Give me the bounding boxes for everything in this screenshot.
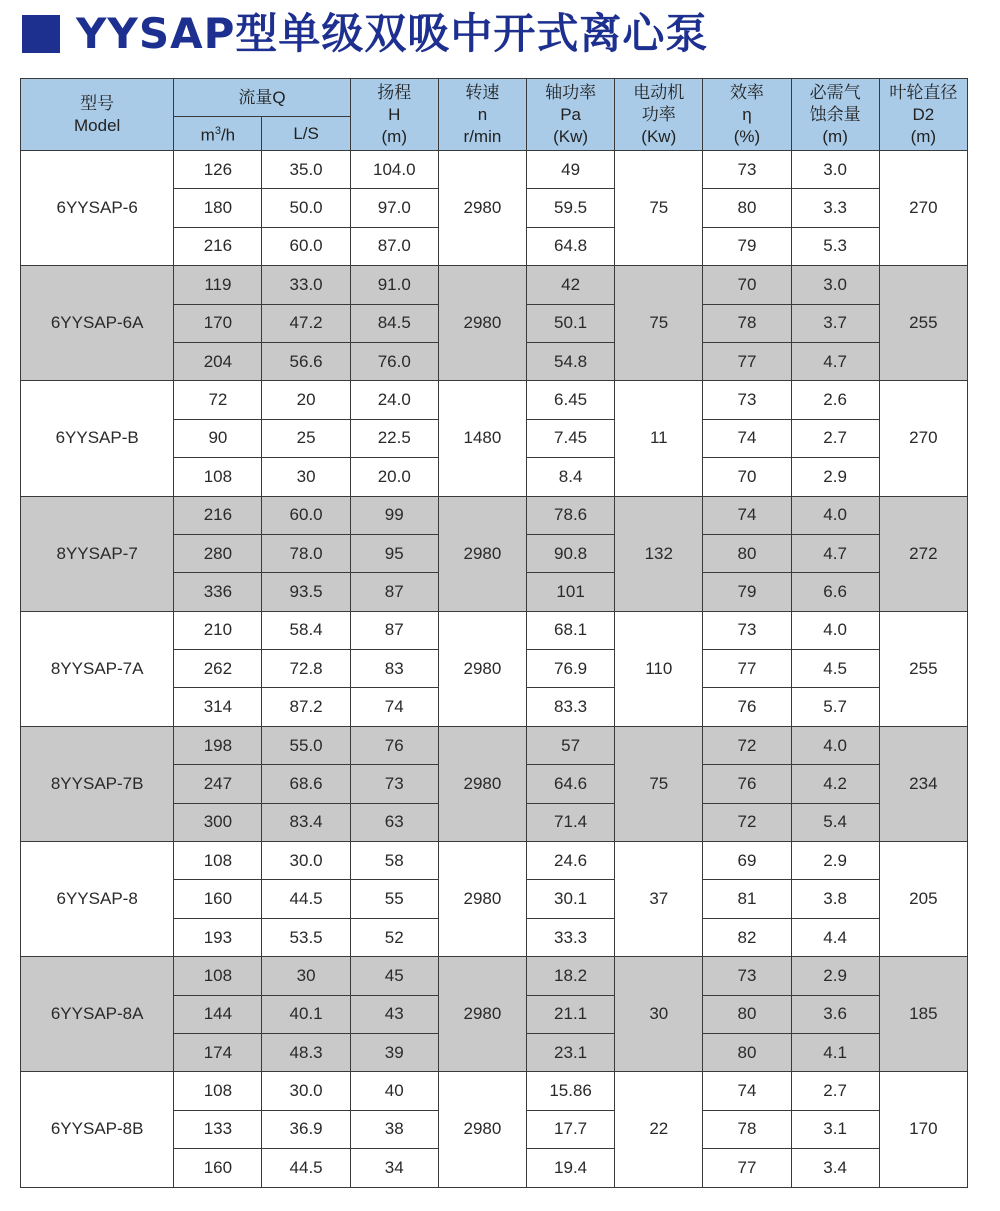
cell-flow-m3h: 72 — [174, 381, 262, 419]
cell-npsh: 2.9 — [791, 842, 879, 880]
cell-flow-m3h: 300 — [174, 803, 262, 841]
cell-npsh: 3.3 — [791, 189, 879, 227]
cell-head: 76 — [350, 726, 438, 764]
cell-flow-ls: 44.5 — [262, 880, 350, 918]
cell-head: 95 — [350, 534, 438, 572]
cell-flow-m3h: 144 — [174, 995, 262, 1033]
cell-flow-ls: 25 — [262, 419, 350, 457]
cell-efficiency: 69 — [703, 842, 791, 880]
page-title-bar — [22, 8, 708, 60]
cell-speed: 2980 — [438, 1072, 526, 1187]
cell-flow-m3h: 198 — [174, 726, 262, 764]
cell-motor-power: 37 — [615, 842, 703, 957]
cell-model: 8YYSAP-7A — [21, 611, 174, 726]
cell-speed: 2980 — [438, 151, 526, 266]
cell-npsh: 3.7 — [791, 304, 879, 342]
cell-shaft-power: 83.3 — [527, 688, 615, 726]
cell-head: 34 — [350, 1149, 438, 1187]
cell-speed: 2980 — [438, 842, 526, 957]
cell-motor-power: 75 — [615, 266, 703, 381]
cell-flow-ls: 50.0 — [262, 189, 350, 227]
cell-shaft-power: 64.8 — [527, 227, 615, 265]
cell-flow-ls: 58.4 — [262, 611, 350, 649]
cell-model: 6YYSAP-6 — [21, 151, 174, 266]
cell-flow-m3h: 280 — [174, 534, 262, 572]
cell-npsh: 3.8 — [791, 880, 879, 918]
cell-flow-m3h: 126 — [174, 151, 262, 189]
cell-head: 43 — [350, 995, 438, 1033]
table-row — [21, 151, 968, 189]
cell-speed: 2980 — [438, 266, 526, 381]
cell-efficiency: 70 — [703, 266, 791, 304]
cell-motor-power: 110 — [615, 611, 703, 726]
cell-npsh: 4.2 — [791, 765, 879, 803]
header-motor-power: 电动机 功率 (Kw) — [615, 79, 703, 151]
cell-efficiency: 80 — [703, 995, 791, 1033]
pump-spec-table — [20, 78, 968, 1188]
cell-efficiency: 82 — [703, 918, 791, 956]
cell-speed: 2980 — [438, 726, 526, 841]
cell-flow-m3h: 216 — [174, 496, 262, 534]
cell-flow-m3h: 170 — [174, 304, 262, 342]
cell-efficiency: 70 — [703, 458, 791, 496]
cell-efficiency: 73 — [703, 151, 791, 189]
cell-npsh: 4.7 — [791, 342, 879, 380]
cell-impeller: 205 — [879, 842, 967, 957]
cell-npsh: 2.7 — [791, 419, 879, 457]
cell-efficiency: 79 — [703, 573, 791, 611]
cell-npsh: 4.0 — [791, 726, 879, 764]
cell-shaft-power: 59.5 — [527, 189, 615, 227]
cell-efficiency: 76 — [703, 765, 791, 803]
cell-model: 6YYSAP-6A — [21, 266, 174, 381]
cell-flow-ls: 68.6 — [262, 765, 350, 803]
cell-head: 76.0 — [350, 342, 438, 380]
cell-efficiency: 73 — [703, 957, 791, 995]
cell-head: 58 — [350, 842, 438, 880]
cell-flow-ls: 30 — [262, 957, 350, 995]
cell-flow-ls: 36.9 — [262, 1110, 350, 1148]
cell-efficiency: 78 — [703, 304, 791, 342]
cell-flow-m3h: 174 — [174, 1033, 262, 1071]
cell-impeller: 270 — [879, 151, 967, 266]
table-row — [21, 496, 968, 534]
cell-npsh: 4.4 — [791, 918, 879, 956]
cell-head: 22.5 — [350, 419, 438, 457]
cell-efficiency: 72 — [703, 726, 791, 764]
cell-efficiency: 77 — [703, 342, 791, 380]
cell-efficiency: 73 — [703, 611, 791, 649]
cell-head: 99 — [350, 496, 438, 534]
cell-head: 87 — [350, 573, 438, 611]
cell-efficiency: 77 — [703, 650, 791, 688]
table-row — [21, 1072, 968, 1110]
cell-impeller: 234 — [879, 726, 967, 841]
cell-impeller: 170 — [879, 1072, 967, 1187]
cell-efficiency: 80 — [703, 534, 791, 572]
cell-shaft-power: 78.6 — [527, 496, 615, 534]
cell-shaft-power: 68.1 — [527, 611, 615, 649]
cell-shaft-power: 8.4 — [527, 458, 615, 496]
cell-shaft-power: 6.45 — [527, 381, 615, 419]
cell-efficiency: 74 — [703, 496, 791, 534]
cell-shaft-power: 15.86 — [527, 1072, 615, 1110]
cell-shaft-power: 76.9 — [527, 650, 615, 688]
cell-shaft-power: 23.1 — [527, 1033, 615, 1071]
cell-npsh: 4.5 — [791, 650, 879, 688]
cell-impeller: 272 — [879, 496, 967, 611]
cell-shaft-power: 19.4 — [527, 1149, 615, 1187]
cell-shaft-power: 49 — [527, 151, 615, 189]
cell-flow-m3h: 216 — [174, 227, 262, 265]
cell-motor-power: 30 — [615, 957, 703, 1072]
header-efficiency: 效率 η (%) — [703, 79, 791, 151]
cell-efficiency: 72 — [703, 803, 791, 841]
table-row — [21, 957, 968, 995]
cell-shaft-power: 33.3 — [527, 918, 615, 956]
cell-flow-m3h: 314 — [174, 688, 262, 726]
cell-shaft-power: 42 — [527, 266, 615, 304]
cell-efficiency: 77 — [703, 1149, 791, 1187]
cell-shaft-power: 54.8 — [527, 342, 615, 380]
cell-npsh: 2.6 — [791, 381, 879, 419]
cell-motor-power: 132 — [615, 496, 703, 611]
cell-flow-m3h: 119 — [174, 266, 262, 304]
cell-shaft-power: 71.4 — [527, 803, 615, 841]
cell-head: 104.0 — [350, 151, 438, 189]
header-model-cn: 型号 — [80, 93, 115, 113]
cell-efficiency: 74 — [703, 419, 791, 457]
title-square-icon — [22, 15, 60, 53]
table-header — [21, 79, 968, 151]
cell-flow-m3h: 108 — [174, 458, 262, 496]
cell-npsh: 2.9 — [791, 957, 879, 995]
cell-impeller: 255 — [879, 266, 967, 381]
cell-npsh: 3.6 — [791, 995, 879, 1033]
cell-npsh: 3.4 — [791, 1149, 879, 1187]
cell-head: 55 — [350, 880, 438, 918]
cell-npsh: 5.7 — [791, 688, 879, 726]
cell-flow-ls: 55.0 — [262, 726, 350, 764]
cell-head: 63 — [350, 803, 438, 841]
cell-flow-m3h: 108 — [174, 1072, 262, 1110]
cell-motor-power: 11 — [615, 381, 703, 496]
cell-flow-m3h: 133 — [174, 1110, 262, 1148]
cell-impeller: 270 — [879, 381, 967, 496]
cell-flow-m3h: 193 — [174, 918, 262, 956]
cell-speed: 1480 — [438, 381, 526, 496]
cell-shaft-power: 17.7 — [527, 1110, 615, 1148]
header-speed: 转速 n r/min — [438, 79, 526, 151]
cell-flow-m3h: 204 — [174, 342, 262, 380]
cell-speed: 2980 — [438, 957, 526, 1072]
cell-flow-ls: 47.2 — [262, 304, 350, 342]
table-row — [21, 726, 968, 764]
cell-npsh: 4.0 — [791, 611, 879, 649]
table-row — [21, 611, 968, 649]
cell-motor-power: 22 — [615, 1072, 703, 1187]
cell-flow-ls: 44.5 — [262, 1149, 350, 1187]
cell-shaft-power: 30.1 — [527, 880, 615, 918]
cell-head: 97.0 — [350, 189, 438, 227]
cell-model: 6YYSAP-B — [21, 381, 174, 496]
cell-npsh: 2.7 — [791, 1072, 879, 1110]
cell-flow-m3h: 262 — [174, 650, 262, 688]
cell-npsh: 5.4 — [791, 803, 879, 841]
header-flow: 流量Q — [174, 79, 350, 117]
header-flow-ls: L/S — [262, 117, 350, 151]
cell-head: 91.0 — [350, 266, 438, 304]
cell-flow-ls: 30 — [262, 458, 350, 496]
cell-efficiency: 80 — [703, 189, 791, 227]
cell-flow-m3h: 336 — [174, 573, 262, 611]
cell-flow-ls: 56.6 — [262, 342, 350, 380]
cell-impeller: 255 — [879, 611, 967, 726]
cell-model: 6YYSAP-8B — [21, 1072, 174, 1187]
cell-efficiency: 74 — [703, 1072, 791, 1110]
header-head: 扬程 H (m) — [350, 79, 438, 151]
header-shaft-power: 轴功率 Pa (Kw) — [527, 79, 615, 151]
cell-npsh: 4.1 — [791, 1033, 879, 1071]
cell-efficiency: 81 — [703, 880, 791, 918]
cell-model: 8YYSAP-7B — [21, 726, 174, 841]
cell-shaft-power: 7.45 — [527, 419, 615, 457]
cell-head: 38 — [350, 1110, 438, 1148]
cell-impeller: 185 — [879, 957, 967, 1072]
cell-flow-m3h: 160 — [174, 1149, 262, 1187]
cell-shaft-power: 18.2 — [527, 957, 615, 995]
cell-flow-ls: 83.4 — [262, 803, 350, 841]
cell-flow-ls: 60.0 — [262, 496, 350, 534]
cell-efficiency: 78 — [703, 1110, 791, 1148]
cell-flow-m3h: 210 — [174, 611, 262, 649]
header-impeller: 叶轮直径 D2 (m) — [879, 79, 967, 151]
page-title: YYSAP型单级双吸中开式离心泵 — [76, 9, 709, 58]
cell-flow-m3h: 160 — [174, 880, 262, 918]
cell-speed: 2980 — [438, 496, 526, 611]
cell-npsh: 2.9 — [791, 458, 879, 496]
cell-flow-ls: 72.8 — [262, 650, 350, 688]
cell-shaft-power: 50.1 — [527, 304, 615, 342]
cell-flow-ls: 60.0 — [262, 227, 350, 265]
cell-flow-ls: 78.0 — [262, 534, 350, 572]
cell-model: 6YYSAP-8 — [21, 842, 174, 957]
cell-motor-power: 75 — [615, 151, 703, 266]
cell-npsh: 5.3 — [791, 227, 879, 265]
cell-flow-ls: 33.0 — [262, 266, 350, 304]
cell-flow-ls: 30.0 — [262, 842, 350, 880]
cell-head: 40 — [350, 1072, 438, 1110]
cell-shaft-power: 101 — [527, 573, 615, 611]
table-row — [21, 381, 968, 419]
cell-head: 87.0 — [350, 227, 438, 265]
cell-head: 45 — [350, 957, 438, 995]
cell-efficiency: 76 — [703, 688, 791, 726]
cell-flow-ls: 53.5 — [262, 918, 350, 956]
cell-efficiency: 79 — [703, 227, 791, 265]
cell-npsh: 3.1 — [791, 1110, 879, 1148]
cell-head: 39 — [350, 1033, 438, 1071]
cell-shaft-power: 90.8 — [527, 534, 615, 572]
cell-flow-ls: 87.2 — [262, 688, 350, 726]
cell-efficiency: 80 — [703, 1033, 791, 1071]
header-model-en: Model — [74, 115, 121, 135]
cell-flow-ls: 40.1 — [262, 995, 350, 1033]
table-row — [21, 842, 968, 880]
cell-npsh: 3.0 — [791, 151, 879, 189]
cell-flow-ls: 93.5 — [262, 573, 350, 611]
table-row — [21, 266, 968, 304]
cell-head: 20.0 — [350, 458, 438, 496]
cell-flow-m3h: 90 — [174, 419, 262, 457]
cell-npsh: 4.7 — [791, 534, 879, 572]
header-flow-m3h: $m^3/h$ — [174, 117, 262, 151]
cell-speed: 2980 — [438, 611, 526, 726]
cell-npsh: 4.0 — [791, 496, 879, 534]
cell-flow-m3h: 108 — [174, 842, 262, 880]
cell-motor-power: 75 — [615, 726, 703, 841]
cell-shaft-power: 57 — [527, 726, 615, 764]
cell-flow-m3h: 247 — [174, 765, 262, 803]
cell-head: 83 — [350, 650, 438, 688]
cell-flow-ls: 48.3 — [262, 1033, 350, 1071]
cell-head: 24.0 — [350, 381, 438, 419]
header-npsh: 必需气 蚀余量 (m) — [791, 79, 879, 151]
cell-shaft-power: 24.6 — [527, 842, 615, 880]
table-body — [21, 151, 968, 1188]
cell-head: 73 — [350, 765, 438, 803]
cell-flow-m3h: 180 — [174, 189, 262, 227]
cell-flow-m3h: 108 — [174, 957, 262, 995]
cell-head: 87 — [350, 611, 438, 649]
cell-head: 74 — [350, 688, 438, 726]
cell-flow-ls: 35.0 — [262, 151, 350, 189]
cell-efficiency: 73 — [703, 381, 791, 419]
cell-head: 84.5 — [350, 304, 438, 342]
cell-flow-ls: 30.0 — [262, 1072, 350, 1110]
cell-npsh: 3.0 — [791, 266, 879, 304]
cell-flow-ls: 20 — [262, 381, 350, 419]
header-model — [21, 79, 174, 151]
cell-shaft-power: 64.6 — [527, 765, 615, 803]
cell-model: 6YYSAP-8A — [21, 957, 174, 1072]
cell-npsh: 6.6 — [791, 573, 879, 611]
cell-model: 8YYSAP-7 — [21, 496, 174, 611]
cell-shaft-power: 21.1 — [527, 995, 615, 1033]
cell-head: 52 — [350, 918, 438, 956]
